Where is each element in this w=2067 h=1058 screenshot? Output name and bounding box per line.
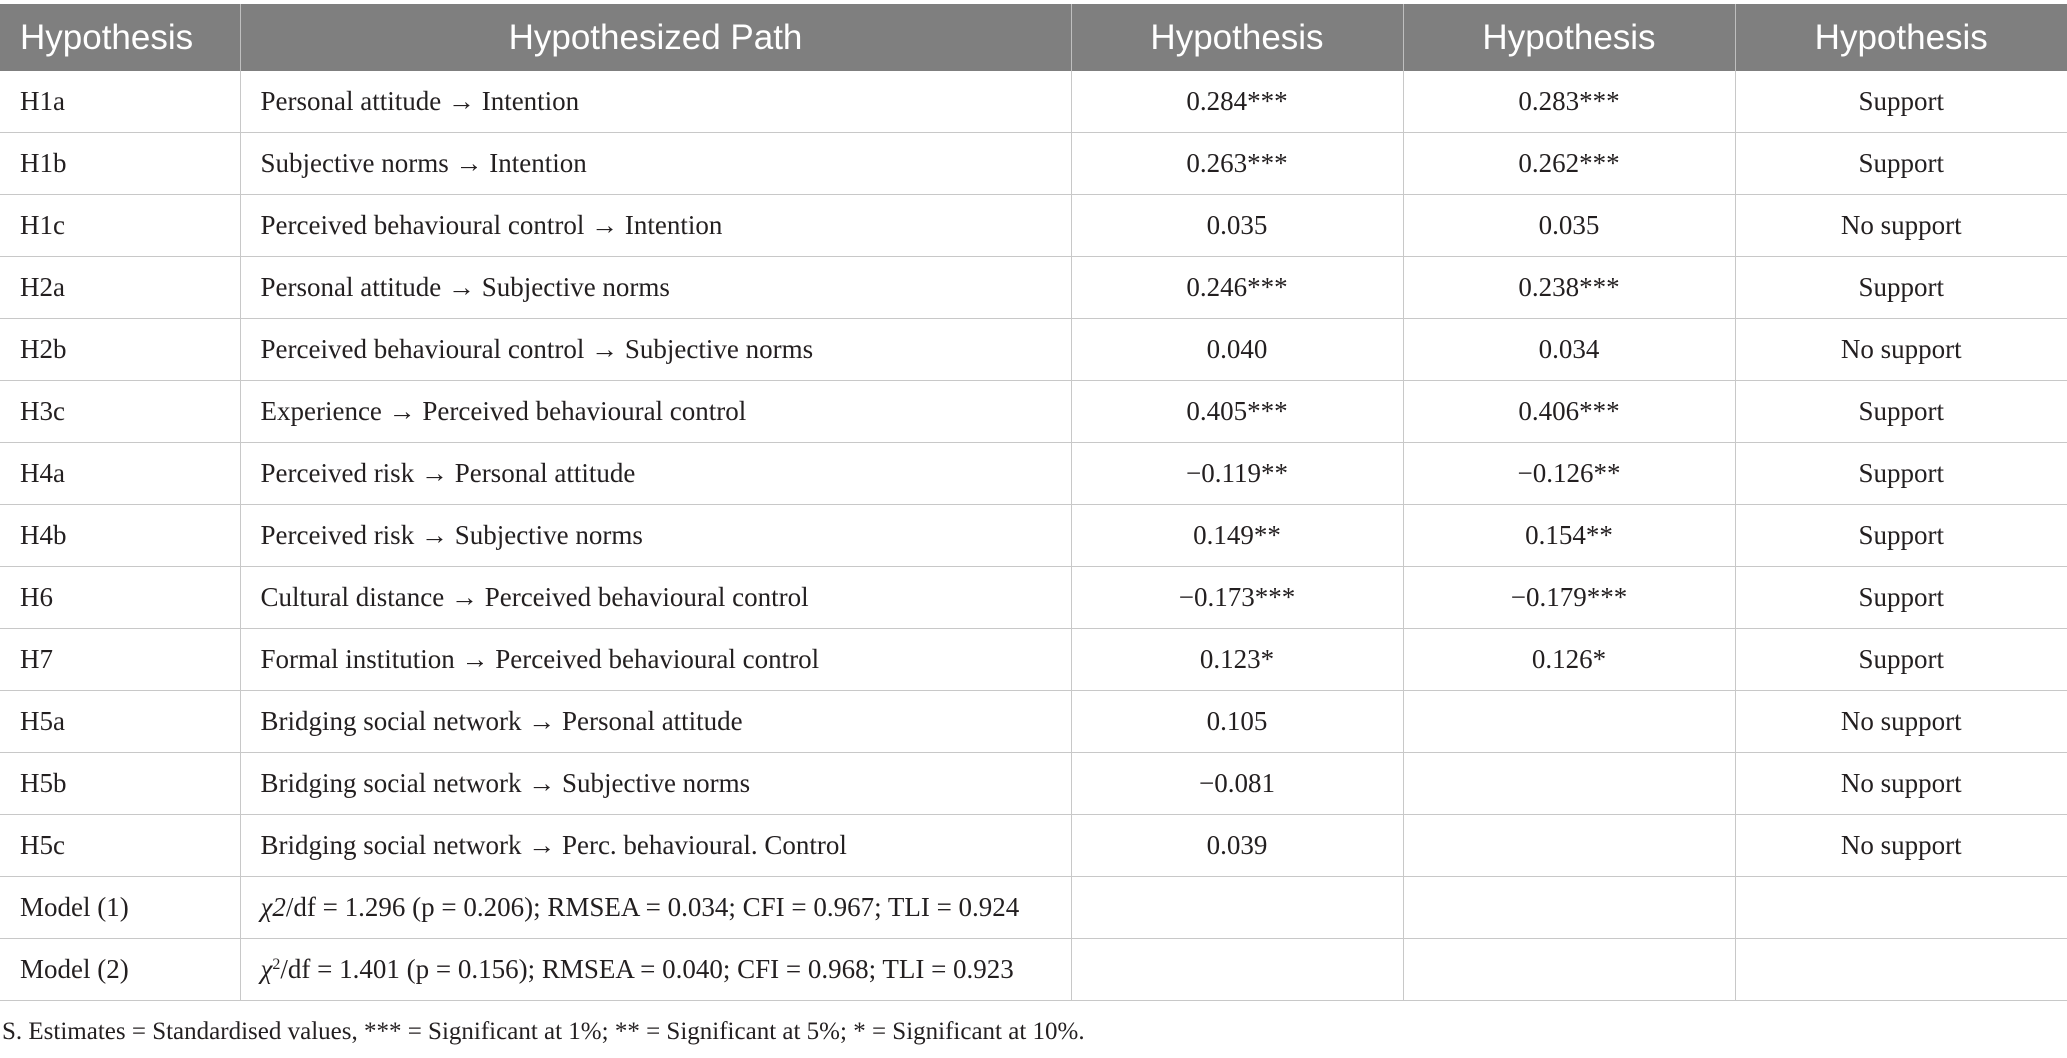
hypothesis-result: Support (1735, 257, 2067, 319)
hypothesized-path: Formal institution → Perceived behavioural control (240, 629, 1071, 691)
chi-exponent: 2 (272, 956, 281, 973)
table-row (0, 195, 2067, 257)
hypothesis-id: H5b (0, 753, 240, 815)
estimate-model-2: 0.406*** (1403, 381, 1735, 443)
results-table (0, 4, 2067, 1001)
hypothesis-result: Support (1735, 381, 2067, 443)
table-row (0, 691, 2067, 753)
estimate-model-2: 0.283*** (1403, 71, 1735, 133)
estimate-model-1: 0.105 (1071, 691, 1403, 753)
hypothesized-path: Personal attitude → Subjective norms (240, 257, 1071, 319)
estimate-model-2: 0.262*** (1403, 133, 1735, 195)
empty-cell (1071, 939, 1403, 1001)
hypothesis-id: H2b (0, 319, 240, 381)
table-row (0, 71, 2067, 133)
model-id: Model (2) (0, 939, 240, 1001)
hypothesis-result: Support (1735, 629, 2067, 691)
estimate-model-1: 0.040 (1071, 319, 1403, 381)
estimate-model-1: 0.039 (1071, 815, 1403, 877)
hypothesis-id: H1b (0, 133, 240, 195)
table-row (0, 567, 2067, 629)
fit-statistics: /df = 1.296 (p = 0.206); RMSEA = 0.034; CFI = 0.967; TLI = 0.924 (285, 892, 1020, 922)
hypothesis-id: H5a (0, 691, 240, 753)
empty-cell (1403, 877, 1735, 939)
hypothesis-result: No support (1735, 691, 2067, 753)
estimate-model-1: 0.263*** (1071, 133, 1403, 195)
table-row (0, 381, 2067, 443)
estimate-model-1: 0.405*** (1071, 381, 1403, 443)
empty-cell (1071, 877, 1403, 939)
table-row (0, 257, 2067, 319)
estimate-model-2: 0.238*** (1403, 257, 1735, 319)
hypothesis-id: H2a (0, 257, 240, 319)
header-hypothesized-path: Hypothesized Path (240, 4, 1071, 71)
model-fit (240, 877, 1071, 939)
model-row (0, 939, 2067, 1001)
empty-cell (1403, 939, 1735, 1001)
hypothesis-result: Support (1735, 443, 2067, 505)
hypothesized-path: Perceived risk → Personal attitude (240, 443, 1071, 505)
hypothesized-path: Bridging social network → Perc. behavioural. Control (240, 815, 1071, 877)
hypothesis-id: H6 (0, 567, 240, 629)
chi-symbol: χ2 (260, 892, 286, 922)
fit-statistics: /df = 1.401 (p = 0.156); RMSEA = 0.040; CFI = 0.968; TLI = 0.923 (280, 954, 1014, 984)
hypothesis-result: No support (1735, 195, 2067, 257)
estimate-model-1: 0.284*** (1071, 71, 1403, 133)
hypothesis-id: H7 (0, 629, 240, 691)
hypothesis-id: H1a (0, 71, 240, 133)
hypothesized-path: Perceived risk → Subjective norms (240, 505, 1071, 567)
hypothesis-result: No support (1735, 319, 2067, 381)
chi-symbol: χ (260, 954, 273, 984)
estimate-model-1: −0.173*** (1071, 567, 1403, 629)
estimate-model-2: 0.126* (1403, 629, 1735, 691)
hypothesis-result: No support (1735, 753, 2067, 815)
table-row (0, 443, 2067, 505)
empty-cell (1735, 877, 2067, 939)
hypothesis-result: Support (1735, 567, 2067, 629)
estimate-model-2: 0.035 (1403, 195, 1735, 257)
hypothesized-path: Bridging social network → Personal attitude (240, 691, 1071, 753)
estimate-model-1: 0.246*** (1071, 257, 1403, 319)
estimate-model-2: −0.179*** (1403, 567, 1735, 629)
hypothesis-id: H5c (0, 815, 240, 877)
header-hypothesis: Hypothesis (0, 4, 240, 71)
estimate-model-1: 0.123* (1071, 629, 1403, 691)
estimate-model-2: 0.034 (1403, 319, 1735, 381)
hypothesis-id: H4a (0, 443, 240, 505)
hypothesized-path: Personal attitude → Intention (240, 71, 1071, 133)
hypothesis-result: Support (1735, 505, 2067, 567)
table-body (0, 71, 2067, 1001)
hypothesis-result: Support (1735, 133, 2067, 195)
estimate-model-1: −0.119** (1071, 443, 1403, 505)
hypothesis-id: H4b (0, 505, 240, 567)
estimate-model-1: 0.035 (1071, 195, 1403, 257)
hypothesized-path: Bridging social network → Subjective norms (240, 753, 1071, 815)
model-id: Model (1) (0, 877, 240, 939)
header-model-1: Hypothesis (1071, 4, 1403, 71)
hypothesis-id: H1c (0, 195, 240, 257)
model-row (0, 877, 2067, 939)
table-row (0, 133, 2067, 195)
estimate-model-1: 0.149** (1071, 505, 1403, 567)
table-header (0, 4, 2067, 71)
header-result: Hypothesis (1735, 4, 2067, 71)
hypothesized-path: Perceived behavioural control → Subjective norms (240, 319, 1071, 381)
hypothesized-path: Subjective norms → Intention (240, 133, 1071, 195)
estimate-model-2 (1403, 753, 1735, 815)
hypothesis-result: No support (1735, 815, 2067, 877)
estimate-model-2: −0.126** (1403, 443, 1735, 505)
empty-cell (1735, 939, 2067, 1001)
table-row (0, 629, 2067, 691)
hypothesized-path: Experience → Perceived behavioural control (240, 381, 1071, 443)
table-row (0, 753, 2067, 815)
header-row (0, 4, 2067, 71)
table-row (0, 505, 2067, 567)
header-model-2: Hypothesis (1403, 4, 1735, 71)
table-row (0, 319, 2067, 381)
table-row (0, 815, 2067, 877)
estimate-model-2: 0.154** (1403, 505, 1735, 567)
hypothesis-id: H3c (0, 381, 240, 443)
model-fit (240, 939, 1071, 1001)
hypothesized-path: Perceived behavioural control → Intention (240, 195, 1071, 257)
estimate-model-2 (1403, 691, 1735, 753)
estimate-model-2 (1403, 815, 1735, 877)
table-footnote: S. Estimates = Standardised values, *** = Significant at 1%; ** = Significant at 5%; * = Significant at 10%. (2, 1018, 1085, 1045)
estimate-model-1: −0.081 (1071, 753, 1403, 815)
hypothesis-result: Support (1735, 71, 2067, 133)
hypothesized-path: Cultural distance → Perceived behavioural control (240, 567, 1071, 629)
